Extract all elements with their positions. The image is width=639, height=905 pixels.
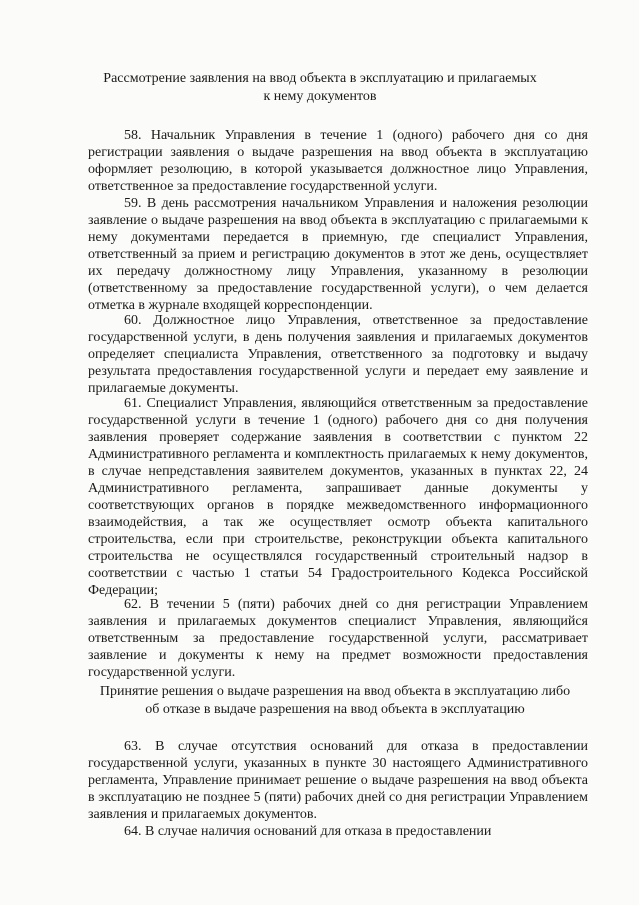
paragraph-63: 63. В случае отсутствия оснований для отказа в предоставлении государственной услуги, указанных в пункте 30 настоящего Административного регламента, Управление принимает решение о выдаче разрешения на ввод объекта в эксплуатацию не позднее 5 (пяти) рабочих дней со дня регистрации Управлением заявления и прилагаемых документов. — [88, 739, 588, 822]
section-heading-decision — [70, 683, 600, 719]
section-heading-review-line2: к нему документов — [263, 89, 377, 104]
paragraph-64: 64. В случае наличия оснований для отказа в предоставлении — [124, 824, 492, 839]
paragraph-61: 61. Специалист Управления, являющийся ответственным за предоставление государственной услуги в течение 1 (одного) рабочего дня со дня получения заявления проверяет содержание заявления в соответствии с пунктом 22 Административного регламента и комплектность прилагаемых к нему документов, в случае непредставления заявителем документов, указанных в пунктах 22, 24 Административного регламента, запрашивает данные документы у соответствующих органов в порядке межведомственного информационного взаимодействия, а так же осуществляет осмотр объекта капитального строительства, если при строительстве, реконструкции объекта капитального строительства не осуществлялся государственный строительный надзор в соответствии с частью 1 статьи 54 Градостроительного Кодекса Российской Федерации; — [88, 396, 588, 598]
paragraph-60: 60. Должностное лицо Управления, ответственное за предоставление государственной услуги, в день получения заявления и прилагаемых документов определяет специалиста Управления, ответственного за подготовку и выдачу результата предоставления государственной услуги и передает ему заявление и прилагаемые документы. — [88, 313, 588, 396]
paragraph-58: 58. Начальник Управления в течение 1 (одного) рабочего дня со дня регистрации заявления о выдаче разрешения на ввод объекта в эксплуатацию оформляет резолюцию, в которой указывается должностное лицо Управления, ответственное за предоставление государственной услуги. — [88, 128, 588, 194]
section-heading-review-line1: Рассмотрение заявления на ввод объекта в эксплуатацию и прилагаемых — [103, 71, 537, 86]
section-heading-decision-line1: Принятие решения о выдаче разрешения на ввод объекта в эксплуатацию либо — [99, 684, 571, 699]
section-heading-decision-line2: об отказе в выдаче разрешения на ввод объекта в эксплуатацию — [145, 702, 525, 717]
paragraph-59: 59. В день рассмотрения начальником Управления и наложения резолюции заявление о выдаче разрешения на ввод объекта в эксплуатацию с прилагаемыми к нему документами передается в приемную, где специалист Управления, ответственный за прием и регистрацию документов в этот же день, осуществляет их передачу должностному лицу Управления, указанному в резолюции (ответственному за предоставление государственной услуги), о чем делается отметка в журнале входящей корреспонденции. — [88, 196, 588, 313]
paragraph-62: 62. В течении 5 (пяти) рабочих дней со дня регистрации Управлением заявления и прилагаемых документов специалист Управления, являющийся ответственным за предоставление государственной услуги, рассматривает заявление и документы к нему на предмет возможности предоставления государственной услуги. — [88, 597, 588, 680]
section-heading-review — [60, 70, 580, 106]
